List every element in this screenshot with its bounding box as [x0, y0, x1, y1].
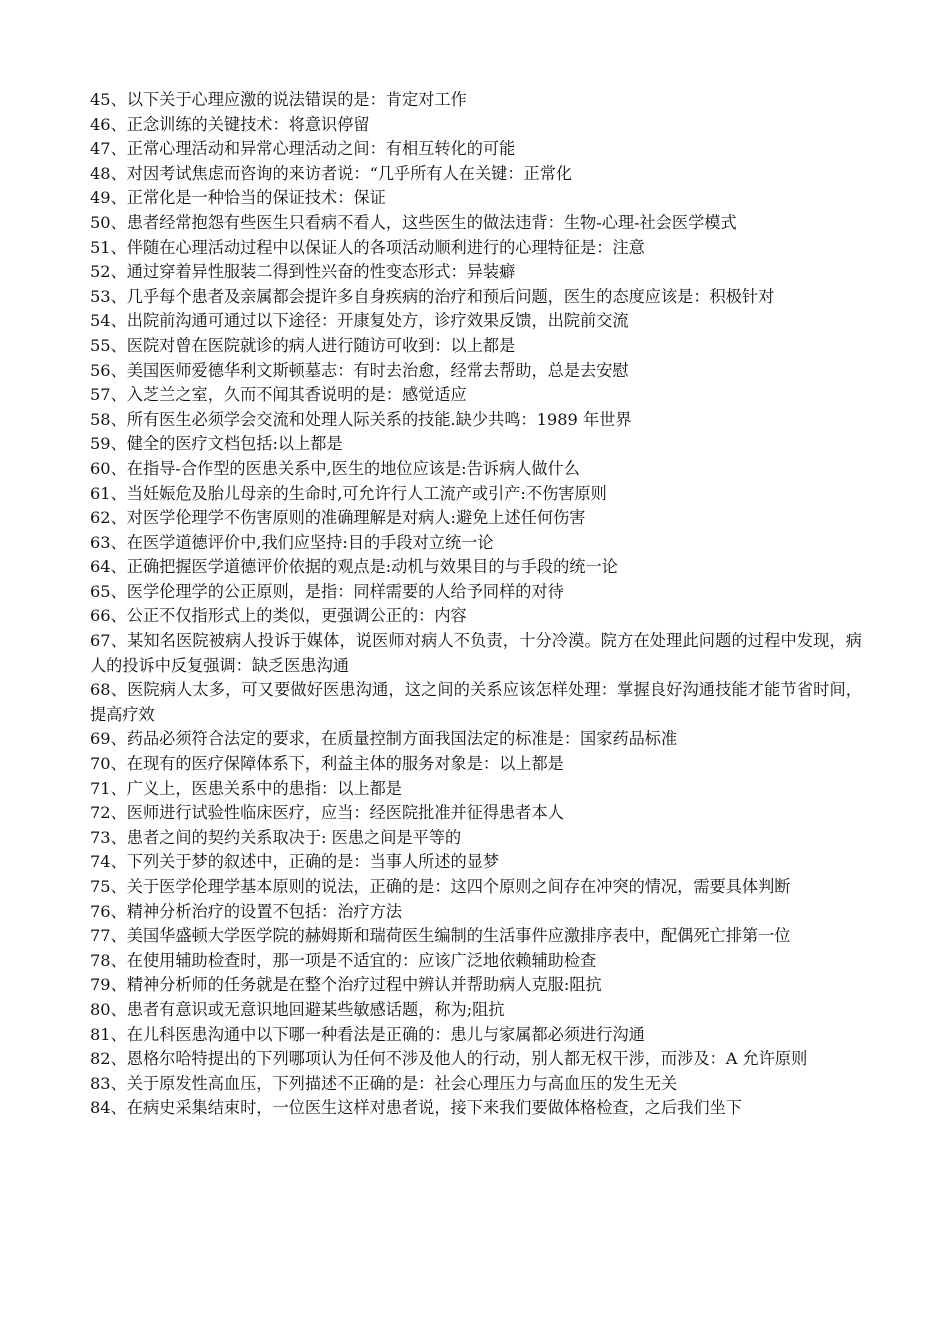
question-line: 77、美国华盛顿大学医学院的赫姆斯和瑞荷医生编制的生活事件应激排序表中，配偶死亡排第一位: [90, 926, 791, 946]
question-line: 49、正常化是一种恰当的保证技术：保证: [90, 188, 386, 208]
question-line: 46、正念训练的关键技术：将意识停留: [90, 114, 370, 134]
question-line: 61、当妊娠危及胎儿母亲的生命时,可允许行人工流产或引产:不伤害原则: [90, 483, 607, 503]
question-line: 83、关于原发性高血压，下列描述不正确的是：社会心理压力与高血压的发生无关: [90, 1073, 678, 1093]
question-line: 71、广义上，医患关系中的患指：以上都是: [90, 778, 402, 798]
question-line: 55、医院对曾在医院就诊的病人进行随访可收到：以上都是: [90, 335, 516, 355]
question-line: 74、下列关于梦的叙述中，正确的是：当事人所述的显梦: [90, 852, 500, 872]
question-line: 63、在医学道德评价中,我们应坚持:目的手段对立统一论: [90, 532, 494, 552]
question-line: 48、对因考试焦虑而咨询的来访者说：“几乎所有人在关键：正常化: [90, 163, 573, 183]
question-line: 52、通过穿着异性服装二得到性兴奋的性变态形式：异装癖: [90, 262, 516, 282]
question-line: 59、健全的医疗文档包括:以上都是: [90, 434, 343, 454]
question-line: 65、医学伦理学的公正原则，是指：同样需要的人给予同样的对待: [90, 581, 564, 601]
question-line: 70、在现有的医疗保障体系下，利益主体的服务对象是：以上都是: [90, 754, 564, 774]
question-line: 51、伴随在心理活动过程中以保证人的各项活动顺利进行的心理特征是：注意: [90, 237, 645, 257]
document-page: [90, 88, 862, 1121]
question-line: 79、精神分析师的任务就是在整个治疗过程中辨认并帮助病人克服:阻抗: [90, 975, 602, 995]
question-line: 81、在儿科医患沟通中以下哪一种看法是正确的：患儿与家属都必须进行沟通: [90, 1024, 645, 1044]
question-line: 84、在病史采集结束时，一位医生这样对患者说，接下来我们要做体格检查，之后我们坐下: [90, 1098, 742, 1118]
question-line: 58、所有医生必须学会交流和处理人际关系的技能.缺少共鸣：1989 年世界: [90, 409, 632, 429]
question-line: 67、某知名医院被病人投诉于媒体，说医师对病人不负责，十分冷漠。院方在处理此问题的过程中发现，病人的投诉中反复强调：缺乏医患沟通: [90, 631, 862, 675]
question-line: 72、医师进行试验性临床医疗，应当：经医院批准并征得患者本人: [90, 803, 564, 823]
question-line: 68、医院病人太多，可又要做好医患沟通，这之间的关系应该怎样处理：掌握良好沟通技能才能节省时间，提高疗效: [90, 680, 862, 724]
question-line: 56、美国医师爱德华利文斯顿墓志：有时去治愈，经常去帮助，总是去安慰: [90, 360, 629, 380]
question-line: 57、入芝兰之室，久而不闻其香说明的是：感觉适应: [90, 385, 467, 405]
question-line: 76、精神分析治疗的设置不包括：治疗方法: [90, 901, 402, 921]
question-line: 80、患者有意识或无意识地回避某些敏感话题，称为;阻抗: [90, 999, 505, 1019]
question-line: 53、几乎每个患者及亲属都会提许多自身疾病的治疗和预后问题，医生的态度应该是：积极针对: [90, 286, 775, 306]
question-line: 78、在使用辅助检查时，那一项是不适宜的：应该广泛地依赖辅助检查: [90, 950, 597, 970]
question-line: 45、以下关于心理应激的说法错误的是：肯定对工作: [90, 90, 467, 109]
question-line: 54、出院前沟通可通过以下途径：开康复处方，诊疗效果反馈，出院前交流: [90, 311, 629, 331]
question-line: 50、患者经常抱怨有些医生只看病不看人，这些医生的做法违背：生物-心理-社会医学模式: [90, 212, 737, 232]
question-line: 66、公正不仅指形式上的类似，更强调公正的：内容: [90, 606, 467, 626]
question-line: 75、关于医学伦理学基本原则的说法，正确的是：这四个原则之间存在冲突的情况，需要具体判断: [90, 877, 791, 896]
question-line: 47、正常心理活动和异常心理活动之间：有相互转化的可能: [90, 139, 516, 159]
question-line: 73、患者之间的契约关系取决于: 医患之间是平等的: [90, 827, 462, 847]
question-line: 69、药品必须符合法定的要求，在质量控制方面我国法定的标准是：国家药品标准: [90, 729, 678, 749]
question-line: 82、恩格尔哈特提出的下列哪项认为任何不涉及他人的行动，别人都无权干涉，而涉及：A 允许原则: [90, 1049, 808, 1069]
question-line: 64、正确把握医学道德评价依据的观点是:动机与效果目的与手段的统一论: [90, 557, 618, 577]
question-line: 60、在指导-合作型的医患关系中,医生的地位应该是:告诉病人做什么: [90, 458, 580, 478]
question-line: 62、对医学伦理学不伤害原则的准确理解是对病人:避免上述任何伤害: [90, 508, 586, 528]
